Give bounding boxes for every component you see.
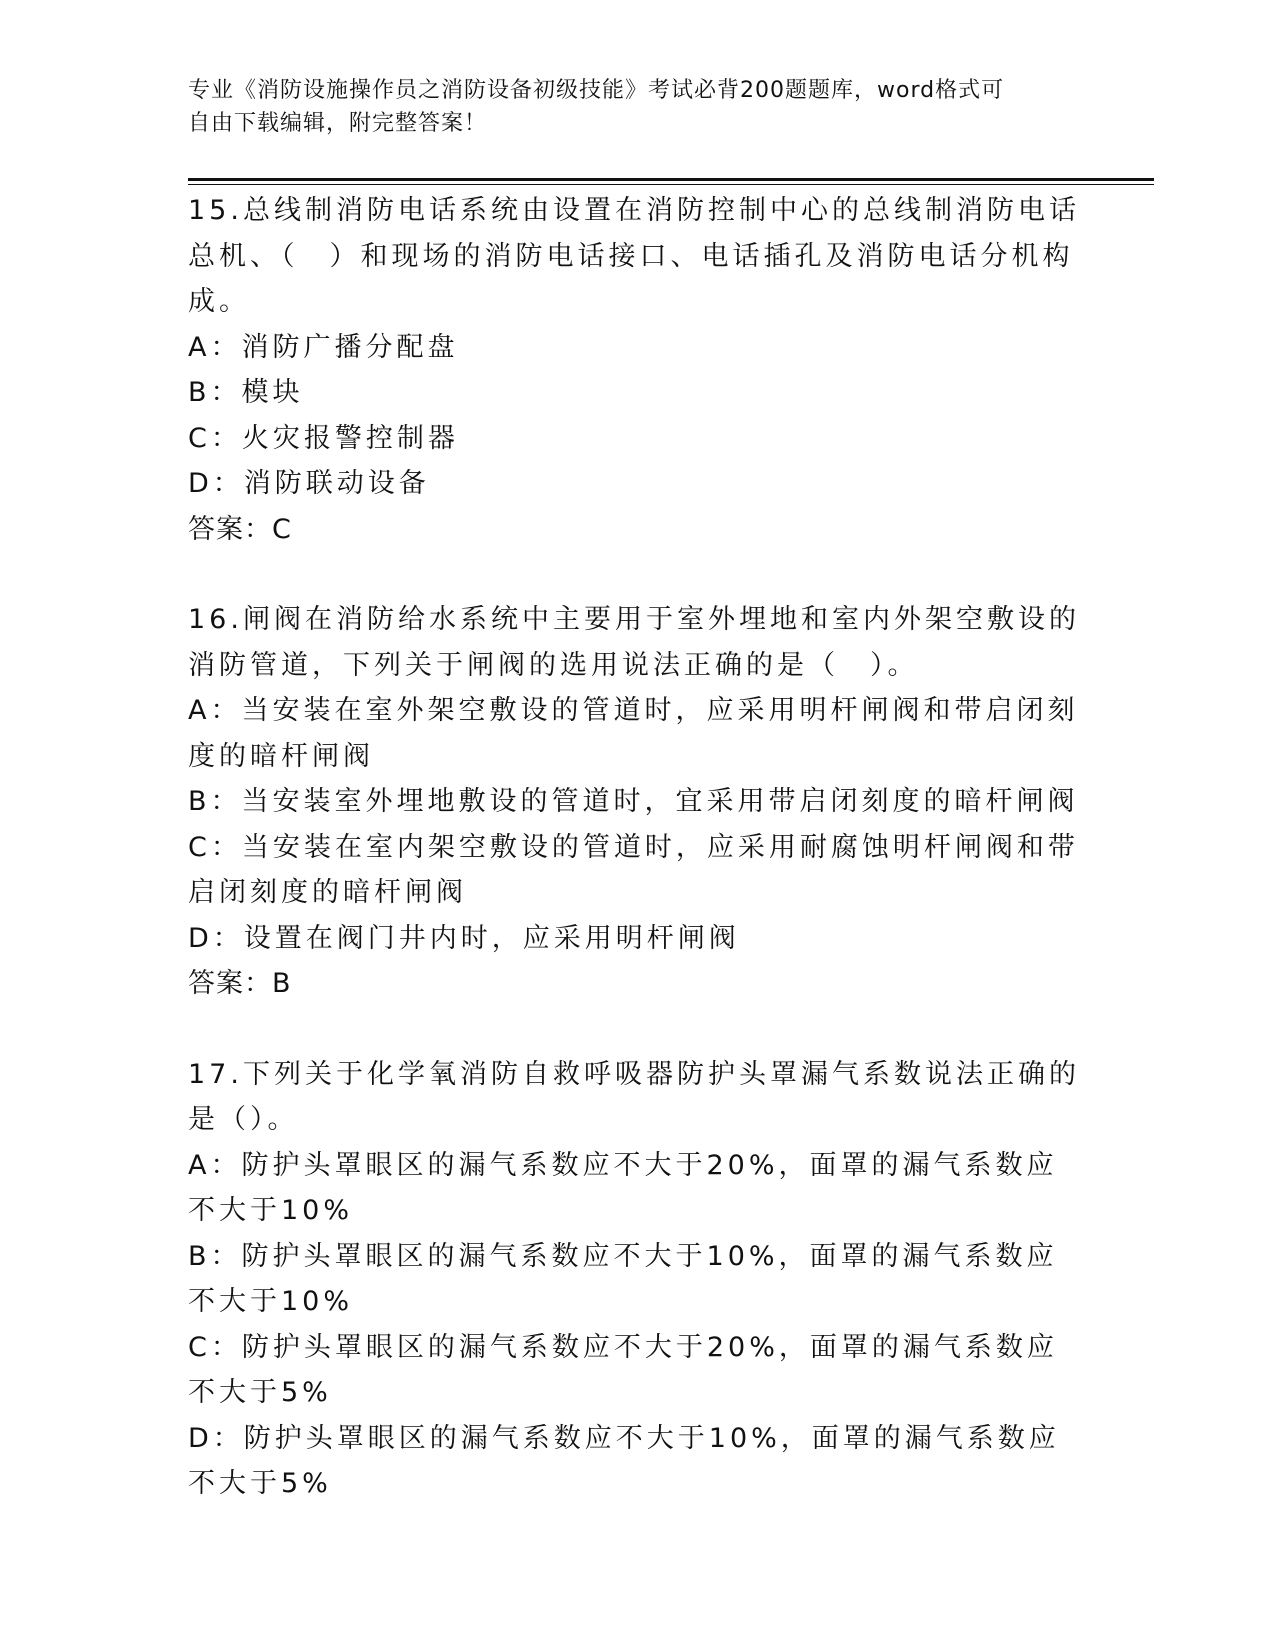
answer-line [188,961,1088,1007]
option-a: A：消防广播分配盘 [188,331,459,363]
header-divider-thick [188,178,1154,181]
question-17 [188,1052,1088,1507]
option-a: A：当安装在室外架空敷设的管道时，应采用明杆闸阀和带启闭刻度的暗杆闸阀 [188,695,1079,772]
question-16 [188,597,1088,1007]
option-c: C：火灾报警控制器 [188,422,459,454]
question-stem: 17.下列关于化学氧消防自救呼吸器防护头罩漏气系数说法正确的是（）。 [188,1058,1080,1135]
question-15 [188,188,1088,552]
option-b: B：防护头罩眼区的漏气系数应不大于10%，面罩的漏气系数应不大于10% [188,1240,1058,1317]
answer-value: C [272,513,292,545]
header-divider-thin [188,184,1154,185]
option-a: A：防护头罩眼区的漏气系数应不大于20%，面罩的漏气系数应不大于10% [188,1149,1058,1226]
answer-label: 答案： [188,968,272,999]
header-line-2: 自由下载编辑，附完整答案！ [188,111,488,136]
option-c: C：防护头罩眼区的漏气系数应不大于20%，面罩的漏气系数应不大于5% [188,1331,1058,1408]
option-d: D：设置在阀门井内时，应采用明杆闸阀 [188,922,740,954]
document-header [188,74,1068,140]
question-list [188,188,1088,1552]
option-c: C：当安装在室内架空敷设的管道时，应采用耐腐蚀明杆闸阀和带启闭刻度的暗杆闸阀 [188,831,1079,908]
question-stem: 15.总线制消防电话系统由设置在消防控制中心的总线制消防电话总机、（ ）和现场的消防电话接口、电话插孔及消防电话分机构成。 [188,195,1080,317]
header-line-1: 专业《消防设施操作员之消防设备初级技能》考试必背200题题库，word格式可 [188,78,1005,103]
option-d: D：防护头罩眼区的漏气系数应不大于10%，面罩的漏气系数应不大于5% [188,1422,1060,1499]
option-d: D：消防联动设备 [188,468,430,499]
option-b: B：当安装室外埋地敷设的管道时，宜采用带启闭刻度的暗杆闸阀 [188,786,1079,817]
answer-label: 答案： [188,513,272,545]
question-stem: 16.闸阀在消防给水系统中主要用于室外埋地和室内外架空敷设的消防管道，下列关于闸阀的选用说法正确的是（ ）。 [188,604,1080,681]
answer-value: B [272,968,292,999]
option-b: B：模块 [188,377,304,408]
answer-line [188,507,1088,553]
